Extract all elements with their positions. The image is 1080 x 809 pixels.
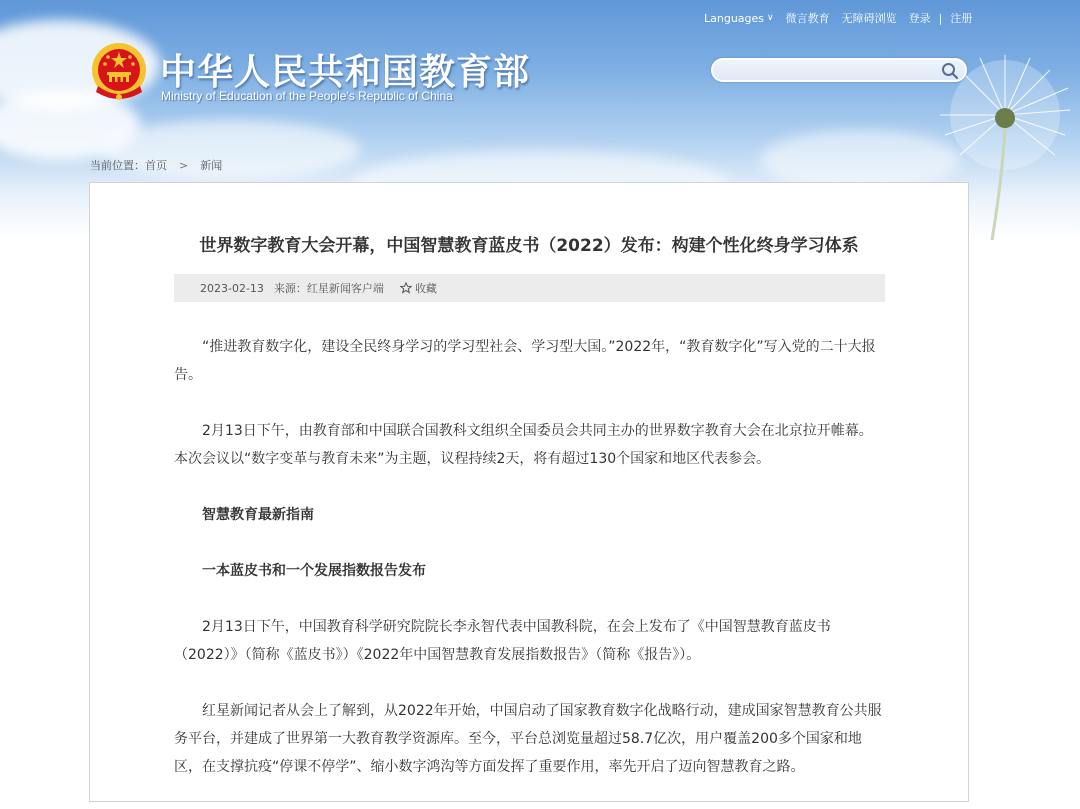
article-paragraph: 2月13日下午，中国教育科学研究院院长李永智代表中国教科院，在会上发布了《中国智慧教育蓝皮书（2022）》（简称《蓝皮书》）《2022年中国智慧教育发展指数报告》（简称《报告》）。: [174, 619, 831, 663]
top-links: [704, 10, 984, 26]
search-box: [711, 58, 967, 82]
article-paragraph: “推进教育数字化，建设全民终身学习的学习型社会、学习型大国。”2022年，“教育数字化”写入党的二十大报告。: [174, 339, 876, 383]
national-emblem-icon[interactable]: [90, 42, 148, 104]
accessibility-link[interactable]: 无障碍浏览: [841, 12, 897, 25]
register-link[interactable]: 注册: [950, 12, 973, 25]
languages-dropdown[interactable]: [704, 12, 774, 25]
breadcrumb-home-link[interactable]: 首页: [145, 159, 167, 172]
article-meta-bar: [174, 274, 885, 302]
login-link[interactable]: 登录: [908, 12, 931, 25]
article-body: [174, 333, 886, 809]
article-subheading: 一本蓝皮书和一个发展指数报告发布: [202, 563, 426, 579]
article-paragraph: 红星新闻记者从会上了解到，从2022年开始，中国启动了国家教育数字化战略行动，建成国家智慧教育公共服务平台，并建成了世界第一大教育教学资源库。至今，平台总浏览量超过58.7亿次，用户覆盖200多个国家和地区，在支撑抗疫“停课不停学”、缩小数字鸿沟等方面发挥了重要作用，率先开启了迈向智慧教育之路。: [174, 703, 882, 775]
article-container: [89, 182, 969, 802]
article-date: 2023-02-13: [200, 281, 264, 295]
search-icon[interactable]: [941, 62, 959, 80]
breadcrumb-label: 当前位置：: [90, 159, 145, 172]
site-title[interactable]: 中华人民共和国教育部: [160, 52, 531, 93]
article-paragraph: 2月13日下午，由教育部和中国联合国教科文组织全国委员会共同主办的世界数字教育大会在北京拉开帷幕。本次会议以“数字变革与教育未来”为主题，议程持续2天，将有超过130个国家和地区代表参会。: [174, 423, 873, 467]
article-title: 世界数字教育大会开幕，中国智慧教育蓝皮书（2022）发布：构建个性化终身学习体系: [199, 236, 859, 256]
languages-label: Languages: [704, 11, 765, 25]
favorite-button[interactable]: [400, 280, 437, 296]
breadcrumb: [90, 157, 222, 173]
link-separator: |: [938, 11, 943, 25]
weibo-link[interactable]: 微言教育: [785, 12, 830, 25]
star-icon: [400, 282, 412, 294]
site-subtitle: Ministry of Education of the People's Republic of China: [161, 89, 453, 103]
article-subheading: 智慧教育最新指南: [202, 507, 314, 523]
breadcrumb-arrow: >: [179, 158, 189, 172]
breadcrumb-current[interactable]: 新闻: [200, 159, 223, 172]
article-source: 来源：红星新闻客户端: [273, 282, 384, 295]
chevron-down-icon: ∨: [767, 13, 774, 23]
search-input[interactable]: [723, 62, 947, 82]
favorite-label: 收藏: [414, 282, 437, 295]
